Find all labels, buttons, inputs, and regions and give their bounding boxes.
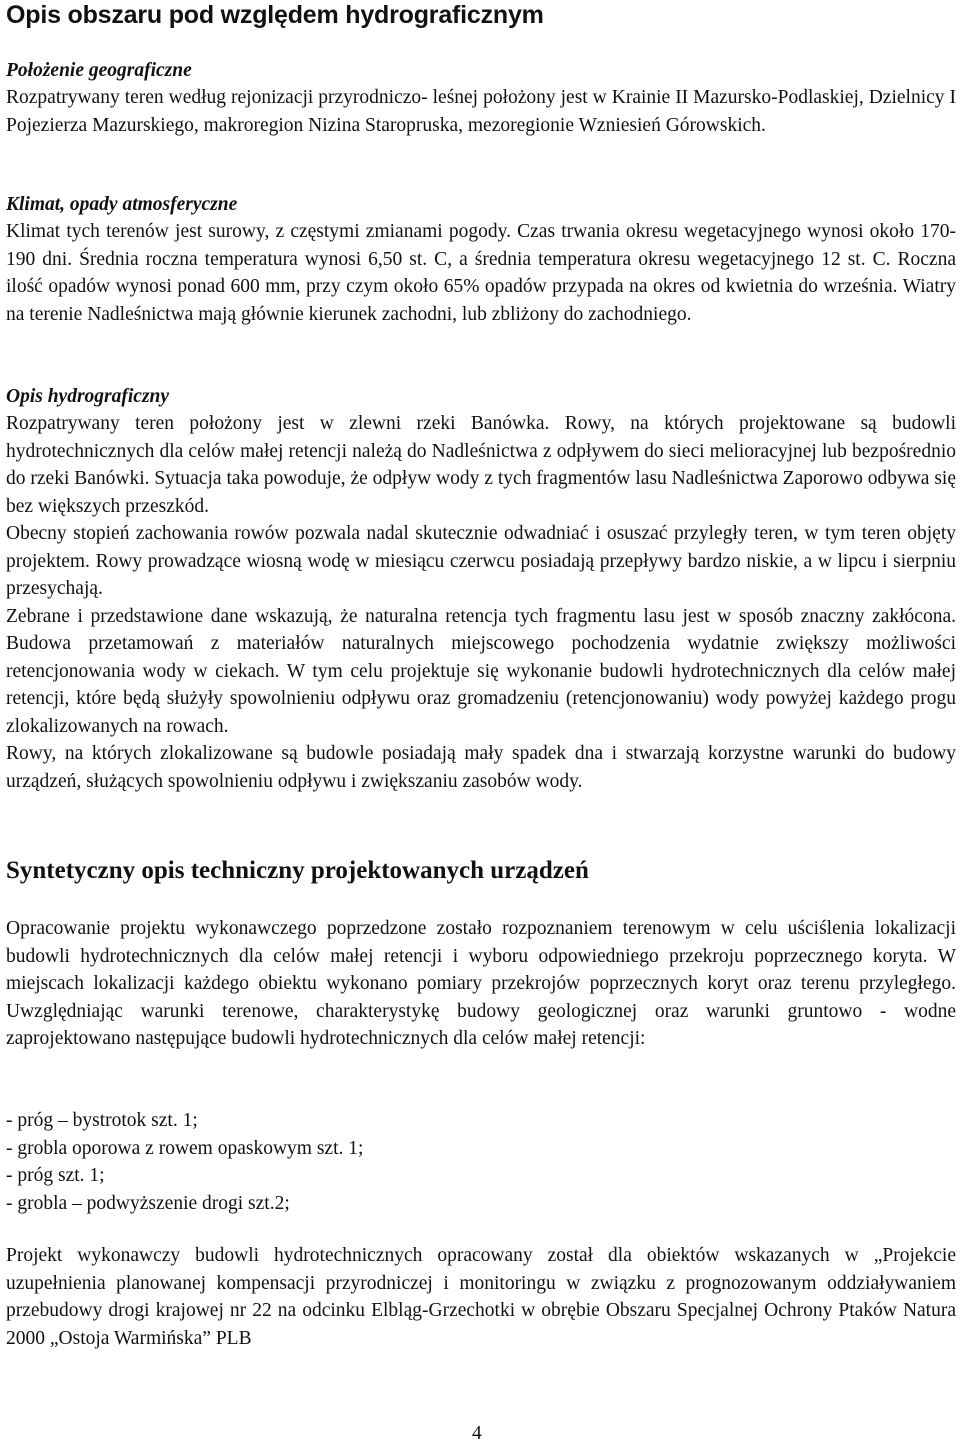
hydro-paragraph-2: Obecny stopień zachowania rowów pozwala nadal skutecznie odwadniać i osuszać przyległy teren, w tym teren objęty projektem. Rowy prowadzące wiosną wodę w miesiącu czerwcu posiadają przepływy bardzo niskie, a w lipcu i sierpniu przesychają.: [6, 523, 956, 599]
section-tech: [6, 915, 956, 1053]
section-hydro: [6, 383, 956, 795]
second-heading: Syntetyczny opis techniczny projektowanych urządzeń: [6, 857, 589, 884]
list-item: - próg – bystrotok szt. 1;: [6, 1110, 198, 1131]
section-title-klimat: Klimat, opady atmosferyczne: [6, 194, 238, 215]
main-heading: Opis obszaru pod względem hydrograficznym: [6, 1, 544, 29]
section-body-geo: Rozpatrywany teren według rejonizacji przyrodniczo- leśnej położony jest w Krainie II Mazursko-Podlaskiej, Dzielnicy I Pojezierza Mazurskiego, makroregion Nizina Staropruska, mezoregionie Wzniesień Górowskich.: [6, 87, 956, 136]
tech-closing: Projekt wykonawczy budowli hydrotechnicznych opracowany został dla obiektów wskazanych w „Projekcie uzupełnienia planowanej kompensacji przyrodniczej i monitoringu w związku z prognozowanym oddziaływaniem przebudowy drogi krajowej nr 22 na odcinku Elbląg-Grzechotki w obrębie Obszaru Specjalnej Ochrony Ptaków Natura 2000 „Ostoja Warmińska” PLB: [6, 1245, 956, 1349]
tech-intro: Opracowanie projektu wykonawczego poprzedzone zostało rozpoznaniem terenowym w celu uściślenia lokalizacji budowli hydrotechnicznych dla celów małej retencji i wyboru odpowiedniego przekroju poprzecznego koryta. W miejscach lokalizacji każdego obiektu wykonano pomiary przekrojów poprzecznych koryt oraz terenu przyległego. Uwzględniając warunki terenowe, charakterystykę budowy geologicznej oraz warunki gruntowo - wodne zaprojektowano następujące budowli hydrotechnicznych dla celów małej retencji:: [6, 918, 956, 1049]
hydro-paragraph-1: Rozpatrywany teren położony jest w zlewni rzeki Banówka. Rowy, na których projektowane są budowli hydrotechnicznych dla celów małej retencji należą do Nadleśnictwa z odpływem do sieci melioracyjnej lub bezpośrednio do rzeki Banówki. Sytuacja taka powoduje, że odpływ wody z tych fragmentów lasu Nadleśnictwa Zaporowo odbywa się bez większych przeszkód.: [6, 413, 956, 517]
section-geo: [6, 57, 956, 139]
list-item: - grobla oporowa z rowem opaskowym szt. 1;: [6, 1137, 364, 1159]
tech-list: [6, 1107, 956, 1217]
tech-closing-section: [6, 1242, 956, 1352]
section-klimat: [6, 191, 956, 328]
section-title-geo: Położenie geograficzne: [6, 60, 192, 81]
hydro-paragraph-4: Rowy, na których zlokalizowane są budowle posiadają mały spadek dna i stwarzają korzystne warunki do budowy urządzeń, służących spowolnieniu odpływu i zwiększaniu zasobów wody.: [6, 743, 956, 792]
hydro-paragraph-3: Zebrane i przedstawione dane wskazują, że naturalna retencja tych fragmentu lasu jest w sposób znaczny zakłócona. Budowa przetamowań z materiałów naturalnych miejscowego pochodzenia wydatnie zwiększy możliwości retencjonowania wody w ciekach. W tym celu projektuje się wykonanie budowli hydrotechnicznych dla celów małej retencji, które będą służyły spowolnieniu odpływu oraz gromadzeniu (retencjonowaniu) wody powyżej każdego progu zlokalizowanych na rowach.: [6, 605, 956, 737]
section-title-hydro: Opis hydrograficzny: [6, 386, 170, 407]
list-item: - próg szt. 1;: [6, 1165, 105, 1186]
list-item: - grobla – podwyższenie drogi szt.2;: [6, 1192, 290, 1214]
section-body-klimat: Klimat tych terenów jest surowy, z częstymi zmianami pogody. Czas trwania okresu wegetacyjnego wynosi około 170-190 dni. Średnia roczna temperatura wynosi 6,50 st. C, a średnia temperatura okresu wegetacyjnego 12 st. C. Roczna ilość opadów wynosi ponad 600 mm, przy czym około 65% opadów przypada na okres od kwietnia do września. Wiatry na terenie Nadleśnictwa mają głównie kierunek zachodni, lub zbliżony do zachodniego.: [6, 221, 956, 325]
page-number: 4: [472, 1423, 482, 1444]
